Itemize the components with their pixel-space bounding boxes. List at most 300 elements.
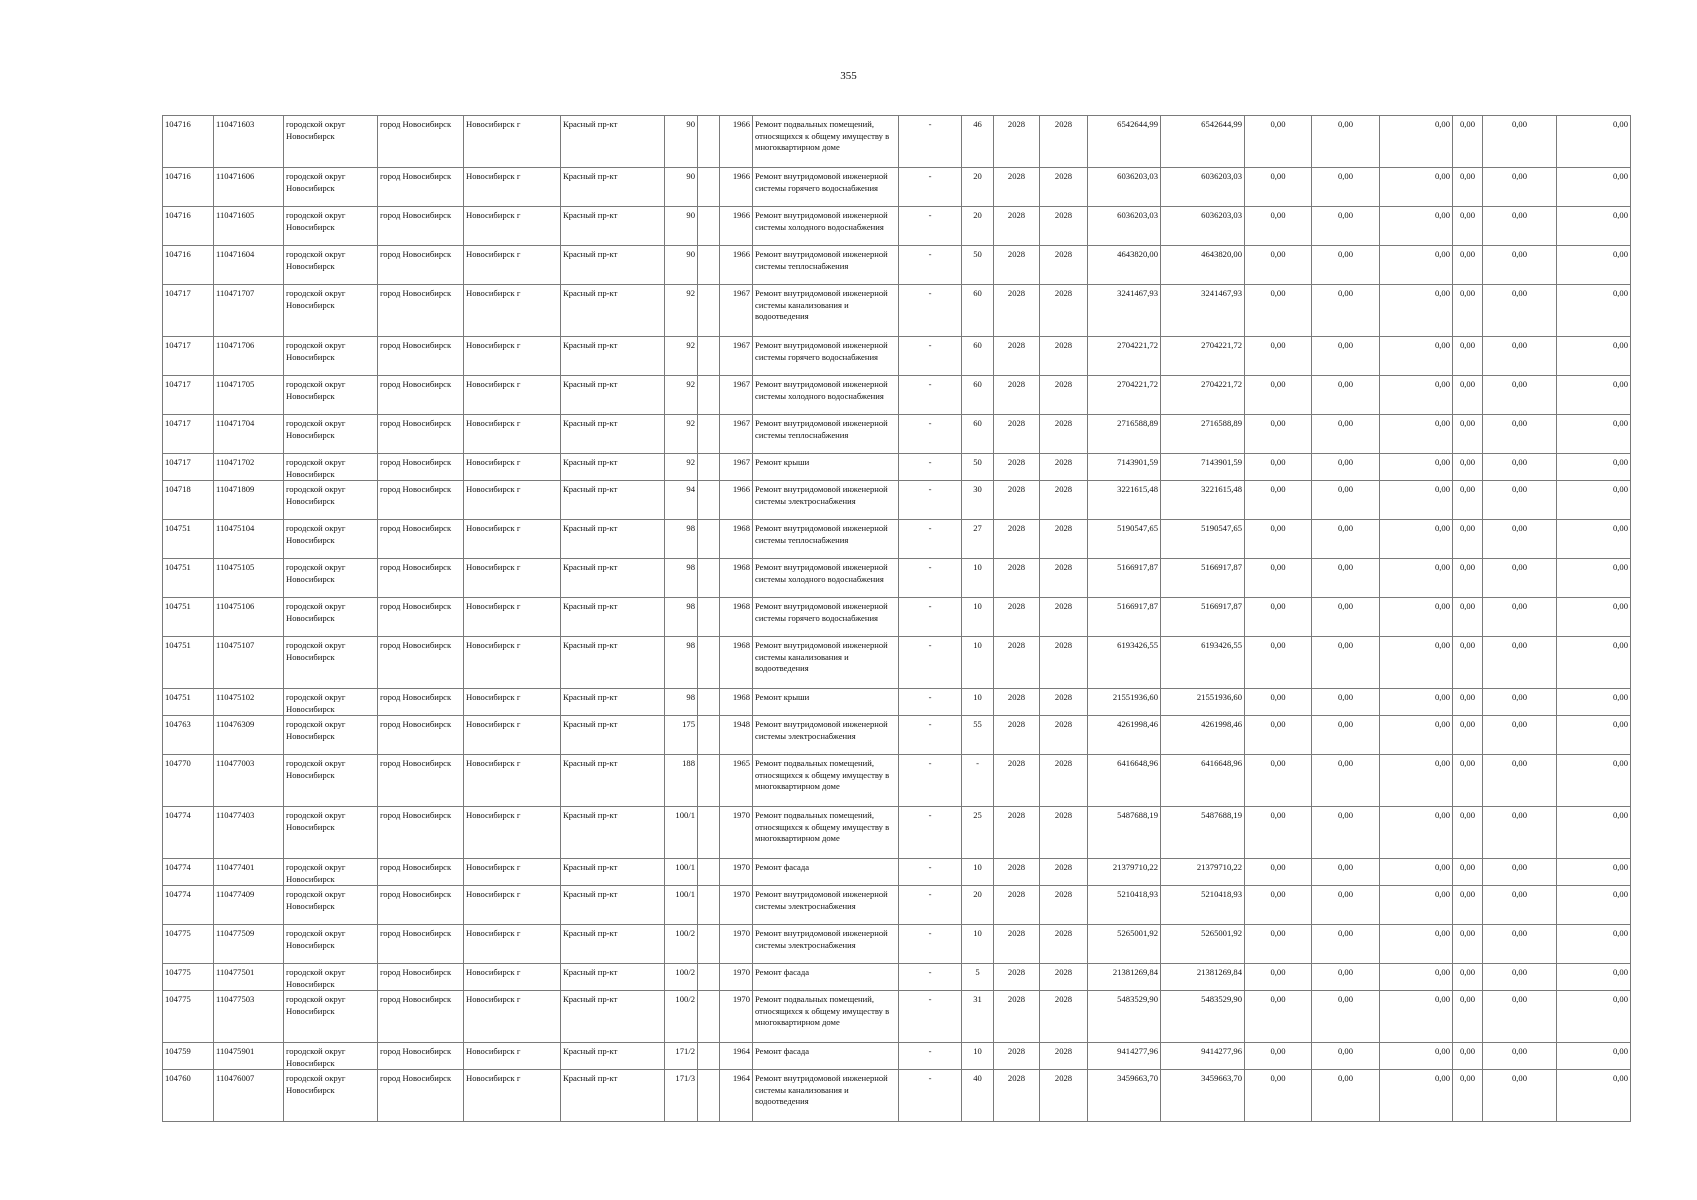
city-cell: Новосибирск г: [464, 168, 561, 207]
work-type-cell: Ремонт подвальных помещений, относящихся к общему имуществу в многоквартирном доме: [753, 116, 899, 168]
fund-1-cell: 0,00: [1245, 755, 1312, 807]
building-cell: [698, 454, 720, 481]
fund-5-cell: 0,00: [1483, 807, 1557, 859]
fund-2-cell: 0,00: [1312, 964, 1380, 991]
register-table: [162, 115, 1631, 1122]
fund-4-cell: 0,00: [1453, 637, 1483, 689]
fund-2-cell: 0,00: [1312, 559, 1380, 598]
build-year-cell: 1970: [720, 807, 753, 859]
fund-4-cell: 0,00: [1453, 689, 1483, 716]
dash-cell: -: [899, 637, 962, 689]
fund-3-cell: 0,00: [1380, 716, 1453, 755]
fund-6-cell: 0,00: [1557, 859, 1631, 886]
plan-year-cell: 2028: [994, 1070, 1040, 1122]
fund-3-cell: 0,00: [1380, 116, 1453, 168]
street-cell: Красный пр-кт: [561, 859, 665, 886]
fund-1-cell: 0,00: [1245, 886, 1312, 925]
city-cell: Новосибирск г: [464, 807, 561, 859]
fund-1-cell: 0,00: [1245, 481, 1312, 520]
fund-6-cell: 0,00: [1557, 964, 1631, 991]
municipality-cell: городской округ Новосибирск: [284, 168, 378, 207]
plan-year-cell: 2028: [994, 376, 1040, 415]
street-cell: Красный пр-кт: [561, 376, 665, 415]
work-type-cell: Ремонт внутридомовой инженерной системы горячего водоснабжения: [753, 337, 899, 376]
fund-2-cell: 0,00: [1312, 246, 1380, 285]
fund-4-cell: 0,00: [1453, 520, 1483, 559]
total-cost-cell: 6036203,03: [1088, 168, 1161, 207]
total-cost-cell: 5166917,87: [1088, 559, 1161, 598]
fund-1-cell: 0,00: [1245, 598, 1312, 637]
dash-cell: -: [899, 886, 962, 925]
build-year-cell: 1968: [720, 689, 753, 716]
region-id-cell: 104770: [163, 755, 214, 807]
plan-year-end-cell: 2028: [1040, 207, 1088, 246]
fund-3-cell: 0,00: [1380, 925, 1453, 964]
city-cell: Новосибирск г: [464, 520, 561, 559]
municipality-cell: городской округ Новосибирск: [284, 689, 378, 716]
building-cell: [698, 168, 720, 207]
build-year-cell: 1968: [720, 520, 753, 559]
settlement-cell: город Новосибирск: [378, 637, 464, 689]
plan-year-end-cell: 2028: [1040, 376, 1088, 415]
fund-3-cell: 0,00: [1380, 1043, 1453, 1070]
house-number-cell: 98: [665, 689, 698, 716]
plan-year-end-cell: 2028: [1040, 689, 1088, 716]
municipality-cell: городской округ Новосибирск: [284, 991, 378, 1043]
wear-percent-cell: 40: [962, 1070, 994, 1122]
wear-percent-cell: 20: [962, 168, 994, 207]
dash-cell: -: [899, 415, 962, 454]
street-cell: Красный пр-кт: [561, 116, 665, 168]
city-cell: Новосибирск г: [464, 559, 561, 598]
dash-cell: -: [899, 168, 962, 207]
work-type-cell: Ремонт внутридомовой инженерной системы горячего водоснабжения: [753, 598, 899, 637]
municipality-cell: городской округ Новосибирск: [284, 285, 378, 337]
dash-cell: -: [899, 559, 962, 598]
build-year-cell: 1970: [720, 859, 753, 886]
plan-year-end-cell: 2028: [1040, 925, 1088, 964]
fund-5-cell: 0,00: [1483, 886, 1557, 925]
dash-cell: -: [899, 991, 962, 1043]
table-row: [163, 520, 1631, 559]
plan-year-end-cell: 2028: [1040, 716, 1088, 755]
municipality-cell: городской округ Новосибирск: [284, 116, 378, 168]
house-number-cell: 98: [665, 559, 698, 598]
fund-6-cell: 0,00: [1557, 1070, 1631, 1122]
region-id-cell: 104774: [163, 859, 214, 886]
fund-4-cell: 0,00: [1453, 925, 1483, 964]
city-cell: Новосибирск г: [464, 246, 561, 285]
fund-2-cell: 0,00: [1312, 716, 1380, 755]
plan-year-end-cell: 2028: [1040, 337, 1088, 376]
work-type-cell: Ремонт внутридомовой инженерной системы теплоснабжения: [753, 415, 899, 454]
street-cell: Красный пр-кт: [561, 755, 665, 807]
total-cost-cell: 7143901,59: [1088, 454, 1161, 481]
street-cell: Красный пр-кт: [561, 637, 665, 689]
fund-1-cell: 0,00: [1245, 964, 1312, 991]
fund-4-cell: 0,00: [1453, 1070, 1483, 1122]
work-type-cell: Ремонт внутридомовой инженерной системы канализования и водоотведения: [753, 637, 899, 689]
total-cost-cell: 5210418,93: [1088, 886, 1161, 925]
table-row: [163, 246, 1631, 285]
municipality-cell: городской округ Новосибирск: [284, 886, 378, 925]
fund-6-cell: 0,00: [1557, 1043, 1631, 1070]
dash-cell: -: [899, 1043, 962, 1070]
settlement-cell: город Новосибирск: [378, 807, 464, 859]
street-cell: Красный пр-кт: [561, 207, 665, 246]
fund-6-cell: 0,00: [1557, 520, 1631, 559]
total-cost-cell: 4261998,46: [1088, 716, 1161, 755]
plan-year-end-cell: 2028: [1040, 1043, 1088, 1070]
building-cell: [698, 991, 720, 1043]
object-code-cell: 110471705: [214, 376, 284, 415]
building-cell: [698, 859, 720, 886]
total-cost-cell: 3221615,48: [1088, 481, 1161, 520]
object-code-cell: 110476309: [214, 716, 284, 755]
dash-cell: -: [899, 454, 962, 481]
table-row: [163, 689, 1631, 716]
fund-2-cell: 0,00: [1312, 886, 1380, 925]
wear-percent-cell: 10: [962, 1043, 994, 1070]
fund-4-cell: 0,00: [1453, 376, 1483, 415]
cost-cell: 4643820,00: [1161, 246, 1245, 285]
settlement-cell: город Новосибирск: [378, 207, 464, 246]
plan-year-cell: 2028: [994, 337, 1040, 376]
object-code-cell: 110471702: [214, 454, 284, 481]
municipality-cell: городской округ Новосибирск: [284, 246, 378, 285]
wear-percent-cell: 10: [962, 559, 994, 598]
plan-year-cell: 2028: [994, 454, 1040, 481]
table-row: [163, 598, 1631, 637]
city-cell: Новосибирск г: [464, 376, 561, 415]
table-row: [163, 168, 1631, 207]
total-cost-cell: 2704221,72: [1088, 337, 1161, 376]
build-year-cell: 1970: [720, 991, 753, 1043]
region-id-cell: 104774: [163, 807, 214, 859]
building-cell: [698, 207, 720, 246]
settlement-cell: город Новосибирск: [378, 991, 464, 1043]
build-year-cell: 1970: [720, 886, 753, 925]
house-number-cell: 94: [665, 481, 698, 520]
table-row: [163, 454, 1631, 481]
build-year-cell: 1967: [720, 285, 753, 337]
house-number-cell: 171/3: [665, 1070, 698, 1122]
wear-percent-cell: 30: [962, 481, 994, 520]
plan-year-end-cell: 2028: [1040, 755, 1088, 807]
city-cell: Новосибирск г: [464, 1070, 561, 1122]
fund-4-cell: 0,00: [1453, 716, 1483, 755]
fund-4-cell: 0,00: [1453, 755, 1483, 807]
house-number-cell: 92: [665, 454, 698, 481]
fund-5-cell: 0,00: [1483, 1070, 1557, 1122]
region-id-cell: 104775: [163, 925, 214, 964]
settlement-cell: город Новосибирск: [378, 520, 464, 559]
fund-1-cell: 0,00: [1245, 376, 1312, 415]
street-cell: Красный пр-кт: [561, 246, 665, 285]
object-code-cell: 110475102: [214, 689, 284, 716]
fund-5-cell: 0,00: [1483, 520, 1557, 559]
region-id-cell: 104716: [163, 207, 214, 246]
fund-3-cell: 0,00: [1380, 285, 1453, 337]
plan-year-cell: 2028: [994, 246, 1040, 285]
cost-cell: 3221615,48: [1161, 481, 1245, 520]
fund-5-cell: 0,00: [1483, 716, 1557, 755]
build-year-cell: 1967: [720, 454, 753, 481]
fund-3-cell: 0,00: [1380, 415, 1453, 454]
building-cell: [698, 376, 720, 415]
work-type-cell: Ремонт внутридомовой инженерной системы теплоснабжения: [753, 246, 899, 285]
region-id-cell: 104759: [163, 1043, 214, 1070]
total-cost-cell: 6193426,55: [1088, 637, 1161, 689]
wear-percent-cell: 25: [962, 807, 994, 859]
cost-cell: 5487688,19: [1161, 807, 1245, 859]
table-row: [163, 337, 1631, 376]
city-cell: Новосибирск г: [464, 285, 561, 337]
dash-cell: -: [899, 716, 962, 755]
city-cell: Новосибирск г: [464, 991, 561, 1043]
municipality-cell: городской округ Новосибирск: [284, 207, 378, 246]
fund-2-cell: 0,00: [1312, 520, 1380, 559]
wear-percent-cell: 10: [962, 859, 994, 886]
city-cell: Новосибирск г: [464, 637, 561, 689]
fund-6-cell: 0,00: [1557, 559, 1631, 598]
fund-1-cell: 0,00: [1245, 1070, 1312, 1122]
dash-cell: -: [899, 925, 962, 964]
wear-percent-cell: 20: [962, 207, 994, 246]
work-type-cell: Ремонт крыши: [753, 454, 899, 481]
house-number-cell: 188: [665, 755, 698, 807]
fund-1-cell: 0,00: [1245, 337, 1312, 376]
object-code-cell: 110477401: [214, 859, 284, 886]
total-cost-cell: 3241467,93: [1088, 285, 1161, 337]
fund-3-cell: 0,00: [1380, 637, 1453, 689]
object-code-cell: 110471604: [214, 246, 284, 285]
plan-year-cell: 2028: [994, 716, 1040, 755]
municipality-cell: городской округ Новосибирск: [284, 964, 378, 991]
building-cell: [698, 285, 720, 337]
object-code-cell: 110471706: [214, 337, 284, 376]
object-code-cell: 110475901: [214, 1043, 284, 1070]
municipality-cell: городской округ Новосибирск: [284, 716, 378, 755]
settlement-cell: город Новосибирск: [378, 376, 464, 415]
fund-5-cell: 0,00: [1483, 1043, 1557, 1070]
fund-5-cell: 0,00: [1483, 964, 1557, 991]
municipality-cell: городской округ Новосибирск: [284, 415, 378, 454]
region-id-cell: 104751: [163, 689, 214, 716]
settlement-cell: город Новосибирск: [378, 285, 464, 337]
plan-year-end-cell: 2028: [1040, 285, 1088, 337]
work-type-cell: Ремонт внутридомовой инженерной системы электроснабжения: [753, 716, 899, 755]
build-year-cell: 1968: [720, 637, 753, 689]
plan-year-end-cell: 2028: [1040, 520, 1088, 559]
total-cost-cell: 9414277,96: [1088, 1043, 1161, 1070]
cost-cell: 5483529,90: [1161, 991, 1245, 1043]
fund-5-cell: 0,00: [1483, 116, 1557, 168]
house-number-cell: 100/1: [665, 886, 698, 925]
dash-cell: -: [899, 246, 962, 285]
house-number-cell: 90: [665, 246, 698, 285]
fund-1-cell: 0,00: [1245, 168, 1312, 207]
region-id-cell: 104717: [163, 376, 214, 415]
city-cell: Новосибирск г: [464, 886, 561, 925]
total-cost-cell: 5483529,90: [1088, 991, 1161, 1043]
fund-6-cell: 0,00: [1557, 415, 1631, 454]
building-cell: [698, 807, 720, 859]
object-code-cell: 110477003: [214, 755, 284, 807]
municipality-cell: городской округ Новосибирск: [284, 807, 378, 859]
cost-cell: 21379710,22: [1161, 859, 1245, 886]
region-id-cell: 104716: [163, 116, 214, 168]
object-code-cell: 110471707: [214, 285, 284, 337]
city-cell: Новосибирск г: [464, 925, 561, 964]
work-type-cell: Ремонт внутридомовой инженерной системы холодного водоснабжения: [753, 559, 899, 598]
object-code-cell: 110471704: [214, 415, 284, 454]
cost-cell: 21381269,84: [1161, 964, 1245, 991]
street-cell: Красный пр-кт: [561, 964, 665, 991]
page-number: 355: [840, 70, 857, 82]
fund-2-cell: 0,00: [1312, 207, 1380, 246]
object-code-cell: 110471809: [214, 481, 284, 520]
fund-1-cell: 0,00: [1245, 716, 1312, 755]
fund-1-cell: 0,00: [1245, 520, 1312, 559]
plan-year-cell: 2028: [994, 415, 1040, 454]
house-number-cell: 100/2: [665, 991, 698, 1043]
city-cell: Новосибирск г: [464, 598, 561, 637]
fund-3-cell: 0,00: [1380, 1070, 1453, 1122]
plan-year-cell: 2028: [994, 859, 1040, 886]
fund-4-cell: 0,00: [1453, 991, 1483, 1043]
dash-cell: -: [899, 207, 962, 246]
plan-year-end-cell: 2028: [1040, 559, 1088, 598]
fund-6-cell: 0,00: [1557, 376, 1631, 415]
total-cost-cell: 6542644,99: [1088, 116, 1161, 168]
wear-percent-cell: 50: [962, 246, 994, 285]
wear-percent-cell: 55: [962, 716, 994, 755]
cost-cell: 5190547,65: [1161, 520, 1245, 559]
house-number-cell: 92: [665, 415, 698, 454]
plan-year-cell: 2028: [994, 520, 1040, 559]
total-cost-cell: 5265001,92: [1088, 925, 1161, 964]
municipality-cell: городской округ Новосибирск: [284, 454, 378, 481]
work-type-cell: Ремонт фасада: [753, 1043, 899, 1070]
region-id-cell: 104717: [163, 454, 214, 481]
plan-year-end-cell: 2028: [1040, 807, 1088, 859]
total-cost-cell: 6416648,96: [1088, 755, 1161, 807]
plan-year-cell: 2028: [994, 886, 1040, 925]
fund-1-cell: 0,00: [1245, 925, 1312, 964]
fund-3-cell: 0,00: [1380, 755, 1453, 807]
house-number-cell: 100/1: [665, 859, 698, 886]
plan-year-cell: 2028: [994, 168, 1040, 207]
plan-year-end-cell: 2028: [1040, 964, 1088, 991]
settlement-cell: город Новосибирск: [378, 415, 464, 454]
wear-percent-cell: 10: [962, 689, 994, 716]
fund-2-cell: 0,00: [1312, 925, 1380, 964]
work-type-cell: Ремонт внутридомовой инженерной системы теплоснабжения: [753, 520, 899, 559]
fund-6-cell: 0,00: [1557, 116, 1631, 168]
wear-percent-cell: 5: [962, 964, 994, 991]
fund-3-cell: 0,00: [1380, 207, 1453, 246]
cost-cell: 5166917,87: [1161, 559, 1245, 598]
fund-6-cell: 0,00: [1557, 689, 1631, 716]
settlement-cell: город Новосибирск: [378, 755, 464, 807]
total-cost-cell: 21381269,84: [1088, 964, 1161, 991]
total-cost-cell: 2704221,72: [1088, 376, 1161, 415]
region-id-cell: 104751: [163, 559, 214, 598]
plan-year-end-cell: 2028: [1040, 168, 1088, 207]
municipality-cell: городской округ Новосибирск: [284, 337, 378, 376]
house-number-cell: 100/2: [665, 925, 698, 964]
street-cell: Красный пр-кт: [561, 415, 665, 454]
build-year-cell: 1966: [720, 116, 753, 168]
fund-4-cell: 0,00: [1453, 454, 1483, 481]
object-code-cell: 110471606: [214, 168, 284, 207]
dash-cell: -: [899, 116, 962, 168]
street-cell: Красный пр-кт: [561, 886, 665, 925]
fund-1-cell: 0,00: [1245, 246, 1312, 285]
house-number-cell: 92: [665, 285, 698, 337]
building-cell: [698, 559, 720, 598]
fund-4-cell: 0,00: [1453, 415, 1483, 454]
wear-percent-cell: 10: [962, 637, 994, 689]
cost-cell: 2704221,72: [1161, 337, 1245, 376]
fund-3-cell: 0,00: [1380, 689, 1453, 716]
street-cell: Красный пр-кт: [561, 991, 665, 1043]
fund-2-cell: 0,00: [1312, 116, 1380, 168]
municipality-cell: городской округ Новосибирск: [284, 1070, 378, 1122]
fund-5-cell: 0,00: [1483, 207, 1557, 246]
city-cell: Новосибирск г: [464, 716, 561, 755]
fund-4-cell: 0,00: [1453, 168, 1483, 207]
fund-2-cell: 0,00: [1312, 637, 1380, 689]
fund-6-cell: 0,00: [1557, 454, 1631, 481]
fund-1-cell: 0,00: [1245, 1043, 1312, 1070]
work-type-cell: Ремонт подвальных помещений, относящихся к общему имуществу в многоквартирном доме: [753, 755, 899, 807]
fund-1-cell: 0,00: [1245, 859, 1312, 886]
settlement-cell: город Новосибирск: [378, 116, 464, 168]
plan-year-end-cell: 2028: [1040, 246, 1088, 285]
fund-6-cell: 0,00: [1557, 925, 1631, 964]
fund-6-cell: 0,00: [1557, 716, 1631, 755]
fund-3-cell: 0,00: [1380, 337, 1453, 376]
build-year-cell: 1970: [720, 964, 753, 991]
object-code-cell: 110477501: [214, 964, 284, 991]
wear-percent-cell: 20: [962, 886, 994, 925]
dash-cell: -: [899, 520, 962, 559]
fund-5-cell: 0,00: [1483, 481, 1557, 520]
municipality-cell: городской округ Новосибирск: [284, 1043, 378, 1070]
fund-6-cell: 0,00: [1557, 337, 1631, 376]
settlement-cell: город Новосибирск: [378, 337, 464, 376]
fund-4-cell: 0,00: [1453, 481, 1483, 520]
dash-cell: -: [899, 598, 962, 637]
fund-6-cell: 0,00: [1557, 886, 1631, 925]
house-number-cell: 92: [665, 337, 698, 376]
build-year-cell: 1965: [720, 755, 753, 807]
fund-1-cell: 0,00: [1245, 116, 1312, 168]
house-number-cell: 98: [665, 598, 698, 637]
work-type-cell: Ремонт фасада: [753, 964, 899, 991]
cost-cell: 6416648,96: [1161, 755, 1245, 807]
street-cell: Красный пр-кт: [561, 168, 665, 207]
table-row: [163, 1070, 1631, 1122]
table-row: [163, 1043, 1631, 1070]
fund-5-cell: 0,00: [1483, 246, 1557, 285]
region-id-cell: 104751: [163, 598, 214, 637]
table-row: [163, 755, 1631, 807]
building-cell: [698, 886, 720, 925]
fund-4-cell: 0,00: [1453, 246, 1483, 285]
